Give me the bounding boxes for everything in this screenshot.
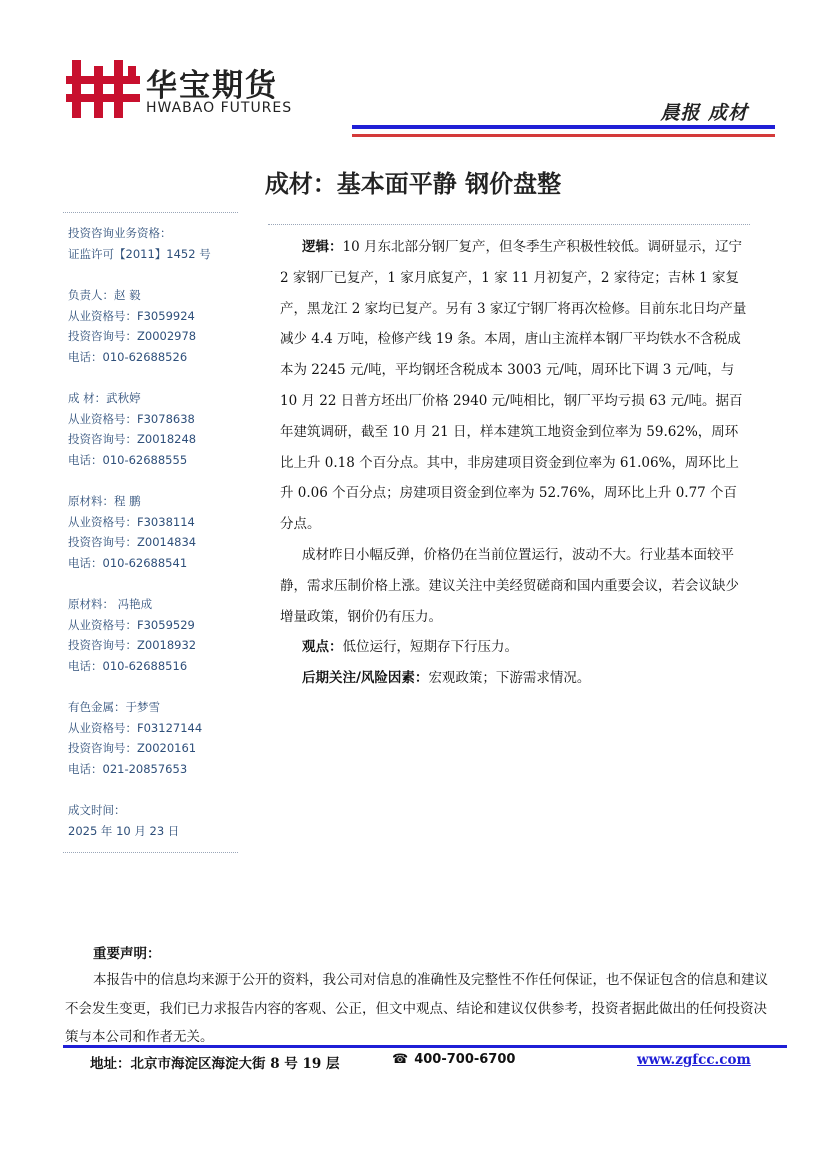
report-tag: 晨报 成材 xyxy=(660,102,748,124)
contact-phone: 电话：010-62688526 xyxy=(68,349,188,364)
contact-phone: 电话：021-20857653 xyxy=(68,761,188,776)
contact-block xyxy=(68,388,248,470)
view-text: 低位运行，短期存下行压力。 xyxy=(342,639,518,656)
logic-label: 逻辑： xyxy=(302,239,343,255)
market-paragraph: 成材昨日小幅反弹，价格仍在当前位置运行，波动不大。行业基本面较平静，需求压制价格上涨。建议关注中美经贸磋商和国内重要会议，若会议缺少增量政策，钢价仍有压力。 xyxy=(280,546,739,625)
footer-rule xyxy=(63,1045,787,1048)
contact-block xyxy=(68,491,248,573)
contact-advisor: 投资咨询号：Z0018932 xyxy=(68,638,197,652)
contact-block xyxy=(68,285,248,367)
contact-phone: 电话：010-62688516 xyxy=(68,658,188,673)
company-logo xyxy=(66,58,316,120)
sidebar-divider-bottom xyxy=(63,852,238,853)
contact-block xyxy=(68,697,248,779)
contact-role: 原材料： 冯艳成 xyxy=(68,597,153,611)
contact-role: 有色金属：于梦雪 xyxy=(68,700,160,714)
footer-address: 地址：北京市海淀区海淀大街 8 号 19 层 xyxy=(90,1056,340,1072)
header-rule-red xyxy=(352,134,775,137)
footer-phone-number: 400-700-6700 xyxy=(414,1052,516,1067)
content-divider xyxy=(268,224,750,225)
disclaimer-title: 重要声明： xyxy=(93,946,161,962)
contact-advisor: 投资咨询号：Z0002978 xyxy=(68,329,197,343)
footer-website-link[interactable]: www.zgfcc.com xyxy=(637,1052,751,1068)
contact-advisor: 投资咨询号：Z0014834 xyxy=(68,535,197,549)
qualification-label: 投资咨询业务资格： xyxy=(68,226,172,240)
footer-phone xyxy=(392,1052,515,1067)
telephone-icon: ☎ xyxy=(392,1052,409,1067)
risk-label: 后期关注/风险因素： xyxy=(302,670,429,687)
contact-role: 原材料：程 鹏 xyxy=(68,494,141,508)
contact-phone: 电话：010-62688555 xyxy=(68,452,188,467)
analyst-sidebar xyxy=(68,223,248,841)
report-body xyxy=(280,232,750,694)
sidebar-divider-top xyxy=(63,212,238,213)
view-paragraph xyxy=(280,632,750,663)
logic-paragraph xyxy=(280,232,750,540)
risk-paragraph xyxy=(280,663,750,694)
contact-cert: 从业资格号：F3078638 xyxy=(68,411,195,426)
page-title: 成材：基本面平静 钢价盘整 xyxy=(264,169,562,198)
contact-cert: 从业资格号：F3059924 xyxy=(68,308,195,323)
contact-block xyxy=(68,594,248,676)
logo-english-name: HWABAO FUTURES xyxy=(146,100,293,116)
logo-chinese-name: 华宝期货 xyxy=(146,68,278,104)
date-value: 2025 年 10 月 23 日 xyxy=(68,823,180,838)
logic-text: 10 月东北部分钢厂复产，但冬季生产积极性较低。调研显示，辽宁 2 家钢厂已复产，1 家月底复产，1 家 11 月初复产，2 家待定；吉林 1 家复产，黑龙江 2 家均已复产。另有 3 家辽宁钢厂将再次检修。目前东北日均产量减少 4.4 万吨，检修产线 19 条。本周，唐山主流样本钢厂平均铁水不含税成本为 2245 元/吨，平均钢坯含税成本 3003 元/吨，周环比下调 3 元/吨，与 10 月 22 日普方坯出厂价格 2940 元/吨相比，钢厂平均亏损 63 元/吨。据百年建筑调研，截至 10 月 21 日，样本建筑工地资金到位率为 59.62%，周环比上升 0.18 个百分点。其中，非房建项目资金到位率为 61.06%，周环比上升 0.06 个百分点；房建项目资金到位率为 52.76%，周环比上升 0.77 个百分点。 xyxy=(280,239,747,533)
contact-advisor: 投资咨询号：Z0020161 xyxy=(68,741,197,755)
header-rule-blue xyxy=(352,125,775,129)
disclaimer-body: 本报告中的信息均来源于公开的资料，我公司对信息的准确性及完整性不作任何保证，也不保证包含的信息和建议不会发生变更，我们已力求报告内容的客观、公正，但文中观点、结论和建议仅供参考，投资者据此做出的任何投资决策与本公司和作者无关。 xyxy=(65,972,768,1045)
contact-cert: 从业资格号：F3059529 xyxy=(68,617,195,632)
contact-role: 负责人：赵 毅 xyxy=(68,288,141,302)
qualification-value: 证监许可【2011】1452 号 xyxy=(68,246,211,261)
hwabao-logo-icon xyxy=(66,60,140,118)
contact-role: 成 材：武秋婷 xyxy=(68,391,141,405)
contact-advisor: 投资咨询号：Z0018248 xyxy=(68,432,197,446)
contact-cert: 从业资格号：F03127144 xyxy=(68,720,203,735)
risk-text: 宏观政策；下游需求情况。 xyxy=(428,670,591,687)
date-label: 成文时间： xyxy=(68,803,126,817)
contact-phone: 电话：010-62688541 xyxy=(68,555,188,570)
view-label: 观点： xyxy=(302,639,343,656)
contact-cert: 从业资格号：F3038114 xyxy=(68,514,195,529)
